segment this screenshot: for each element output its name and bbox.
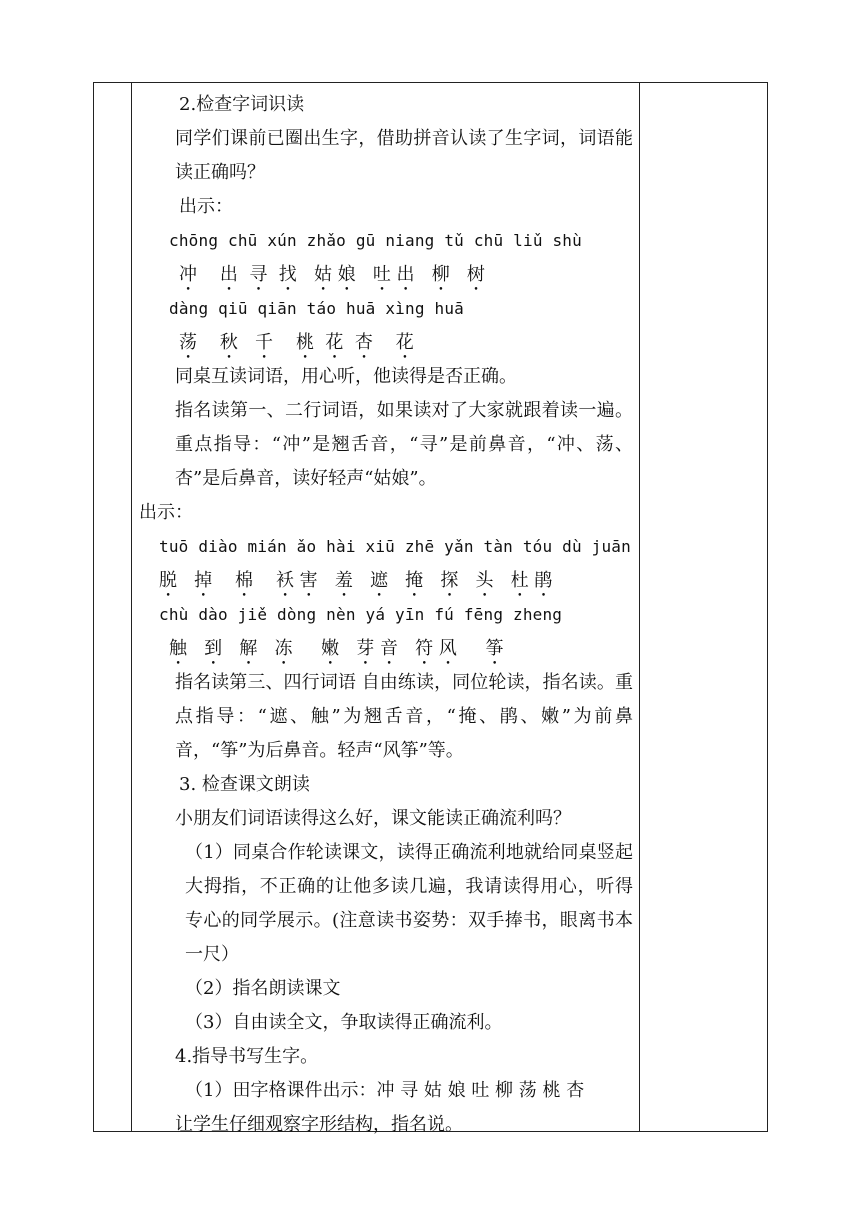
right-column-divider	[639, 83, 640, 1131]
step3-2: （2）指名朗读课文	[185, 978, 341, 999]
chars-row-1: 冲 出 寻 找 姑 娘 吐 出 柳 树	[179, 264, 485, 285]
chars-row-3: 脱 掉 棉 袄 害 羞 遮 掩 探 头 杜 鹃	[159, 570, 553, 591]
section3-intro: 小朋友们词语读得这么好，课文能读正确流利吗？	[175, 808, 571, 829]
section2-title: 2.检查字词识读	[179, 94, 305, 115]
section2-intro: 同学们课前已圈出生字，借助拼音认读了生字词，词语能读正确吗？	[175, 128, 633, 183]
section3-title: 3. 检查课文朗读	[179, 774, 310, 795]
step4-1: （1）田字格课件出示：冲 寻 姑 娘 吐 柳 荡 桃 杏	[185, 1080, 585, 1101]
pinyin-row-4: chù dào jiě dòng nèn yá yīn fú fēng zheng	[159, 605, 563, 624]
pinyin-row-3: tuō diào mián ǎo hài xiū zhē yǎn tàn tóu dù juān	[159, 537, 631, 556]
left-column-divider	[131, 83, 132, 1131]
lesson-content-cell	[139, 88, 633, 1142]
pinyin-row-1: chōng chū xún zhǎo gū niang tǔ chū liǔ shù	[169, 231, 582, 250]
guide-last-lines: 指名读第三、四行词语 自由练读，同位轮读，指名读。重点指导：“遮、触”为翘舌音，“掩、鹃、嫩”为前鼻音，“筝”为后鼻音。轻声“风筝”等。	[175, 672, 633, 761]
step3-1: （1）同桌合作轮读课文，读得正确流利地就给同桌竖起大拇指，不正确的让他多读几遍，我请读得用心，听得专心的同学展示。(注意读书姿势：双手捧书，眼离书本一尺）	[185, 842, 633, 965]
show-label-1: 出示：	[179, 196, 233, 217]
show-label-2: 出示：	[139, 502, 193, 523]
chars-row-2: 荡 秋 千 桃 花 杏 花	[179, 332, 414, 353]
section4-title: 4.指导书写生字。	[175, 1046, 319, 1067]
chars-row-4: 触 到 解 冻 嫩 芽 音 符 风 筝	[169, 638, 504, 659]
step3-3: （3）自由读全文，争取读得正确流利。	[185, 1012, 503, 1033]
step4-2: 让学生仔细观察字形结构，指名说。	[175, 1114, 463, 1135]
pair-read-note: 同桌互读词语，用心听，他读得是否正确。	[175, 366, 517, 387]
guide-first-lines: 指名读第一、二行词语，如果读对了大家就跟着读一遍。重点指导：“冲”是翘舌音，“寻”是前鼻音，“冲、荡、杏”是后鼻音，读好轻声“姑娘”。	[175, 400, 633, 489]
pinyin-row-2: dàng qiū qiān táo huā xìng huā	[169, 299, 464, 318]
